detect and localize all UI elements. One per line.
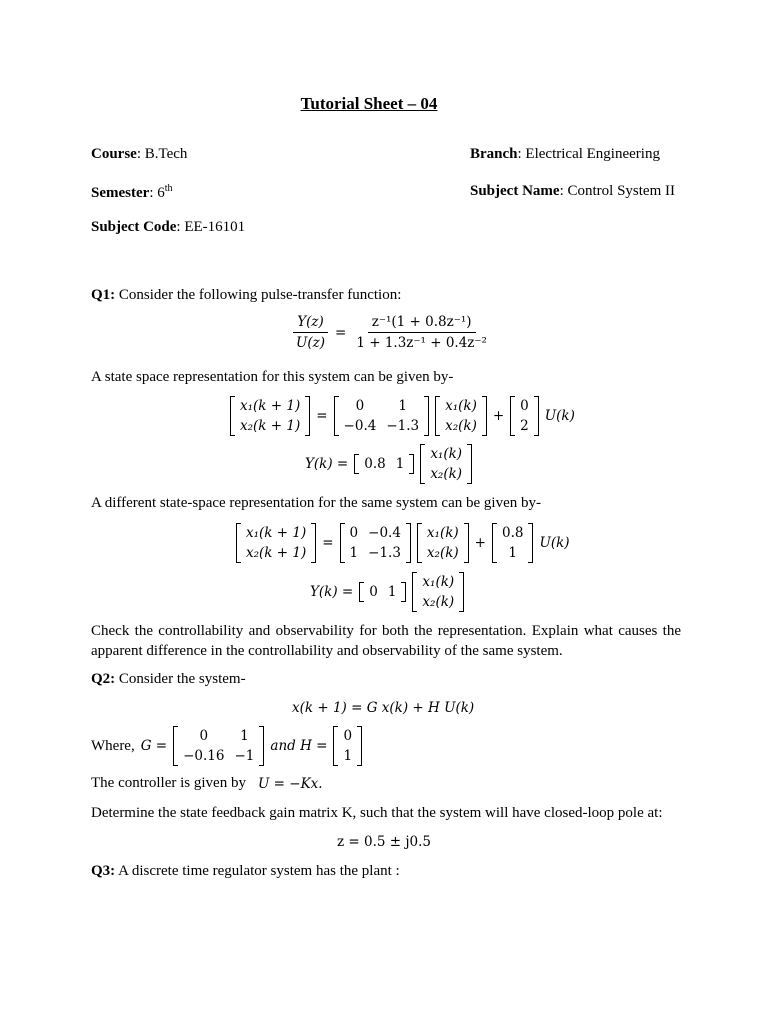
q1-intro: Consider the following pulse-transfer function: — [115, 287, 402, 303]
rep1-intro: A state space representation for this system can be given by- — [91, 369, 454, 385]
branch-info — [470, 146, 660, 163]
q1-heading — [91, 287, 401, 304]
subject-code-info — [91, 219, 245, 236]
matrix-entry: x₁(k) — [445, 398, 477, 414]
q2-determine: Determine the state feedback gain matrix K, such that the system will have closed-loop pole at: — [91, 805, 663, 821]
q1-label: Q1: — [91, 287, 116, 303]
rep2-output-equation: Y(k) = 0 1 x₁(k) x₂(k) — [310, 572, 464, 612]
matrix-entry: 0 — [355, 398, 365, 414]
matrix-bracket — [528, 523, 533, 563]
matrix-bracket — [459, 572, 464, 612]
matrix-entry: x₁(k) — [422, 574, 455, 590]
matrix-entry: 1 — [508, 545, 518, 561]
matrix-body — [440, 396, 482, 436]
rep2-c-matrix — [359, 582, 406, 602]
semester-sup: th — [164, 183, 173, 194]
matrix-bracket — [534, 396, 539, 436]
subject-code-value: : EE-16101 — [176, 219, 246, 235]
matrix-bracket — [464, 523, 469, 563]
matrix-entry: 1 — [240, 728, 249, 744]
semester-info — [91, 183, 173, 202]
matrix-body — [422, 523, 464, 563]
rep2-b-vector — [492, 523, 533, 563]
matrix-entry: 1 — [387, 584, 397, 600]
subject-name-value: : Control System II — [559, 183, 675, 199]
tf-lhs-num: Y(z) — [293, 314, 328, 333]
matrix-entry: −0.4 — [368, 525, 401, 541]
matrix-bracket — [409, 454, 414, 474]
matrix-entry: −0.16 — [183, 748, 225, 764]
matrix-body — [359, 454, 409, 474]
branch-value: : Electrical Engineering — [517, 146, 660, 162]
matrix-entry: −0.4 — [343, 418, 377, 434]
matrix-bracket — [467, 444, 472, 484]
x-vector — [412, 572, 464, 612]
matrix-bracket — [482, 396, 487, 436]
matrix-entry: x₂(k) — [430, 466, 463, 482]
matrix-bracket — [357, 726, 362, 766]
q2-label: Q2: — [91, 671, 116, 687]
matrix-body — [497, 523, 528, 563]
controller-text: The controller is given by — [91, 775, 246, 791]
tf-rhs-den: 1 + 1.3z⁻¹ + 0.4z⁻² — [356, 335, 487, 351]
matrix-entry: 0.8 — [364, 456, 386, 472]
matrix-body — [241, 523, 311, 563]
tf-lhs — [292, 314, 329, 351]
rep1-c-matrix — [354, 454, 414, 474]
pole-equation: z = 0.5 ± j0.5 — [337, 834, 432, 850]
course-info — [91, 146, 187, 163]
output-lhs: Y(k) = — [305, 456, 349, 472]
matrix-body — [338, 726, 357, 766]
matrix-entry: 0 — [520, 398, 529, 414]
matrix-bracket — [401, 582, 406, 602]
x-next-vector — [236, 523, 316, 563]
x-vector — [435, 396, 487, 436]
matrix-body — [425, 444, 467, 484]
matrix-entry: −1 — [234, 748, 255, 764]
matrix-entry: 0 — [369, 584, 378, 600]
rep1-output-equation — [305, 444, 472, 484]
matrix-body — [235, 396, 305, 436]
matrix-entry: 0 — [199, 728, 209, 744]
matrix-entry: 0 — [343, 728, 353, 744]
matrix-bracket — [311, 523, 316, 563]
matrix-entry: 0.8 — [501, 525, 524, 541]
q3-heading — [91, 863, 400, 880]
matrix-bracket — [259, 726, 264, 766]
rep2-a-matrix — [340, 523, 411, 563]
semester-label: Semester — [91, 185, 150, 201]
matrix-body — [345, 523, 406, 563]
matrix-entry: x₂(k) — [426, 545, 459, 561]
controller-equation: U = −Kx. — [258, 776, 323, 792]
matrix-entry: x₁(k) — [426, 525, 459, 541]
g-matrix — [173, 726, 264, 766]
rep1-a-matrix — [334, 396, 430, 436]
subject-code-label: Subject Code — [91, 219, 177, 235]
x-next-1: x₁(k + 1) — [240, 398, 301, 414]
matrix-body — [178, 726, 259, 766]
page-title: Tutorial Sheet – 04 — [300, 94, 438, 113]
q3-label: Q3: — [91, 863, 116, 879]
h-vector — [333, 726, 362, 766]
input-uk: U(k) — [544, 408, 575, 424]
matrix-bracket — [424, 396, 429, 436]
matrix-body — [364, 582, 401, 602]
rep2-intro: A different state-space representation for the same system can be given by- — [91, 495, 541, 511]
q3-intro: A discrete time regulator system has the plant : — [115, 863, 400, 879]
rep1-state-equation: x₁(k + 1) x₂(k + 1) = 0 1 −0.4 −1.3 x₁(k) x₂(k) + 0 2 U(k) — [230, 396, 575, 440]
matrix-entry: 0 — [349, 525, 359, 541]
tf-rhs-num: z⁻¹(1 + 0.8z⁻¹) — [368, 314, 476, 333]
subject-name-label: Subject Name — [470, 183, 560, 199]
matrix-entry: 1 — [343, 748, 353, 764]
matrix-entry: x₂(k) — [422, 594, 455, 610]
matrix-bracket — [406, 523, 411, 563]
x-next-vector — [230, 396, 310, 436]
q2-heading — [91, 671, 246, 688]
course-value: : B.Tech — [136, 146, 188, 162]
subject-name-info — [470, 183, 675, 200]
q1-conclusion: Check the controllability and observability for both the representation. Explain what causes the apparent difference in the controllability and observability of the same system. — [91, 623, 681, 659]
branch-label: Branch — [470, 146, 518, 162]
tf-rhs — [352, 314, 491, 351]
matrix-entry: −1.3 — [368, 545, 401, 561]
transfer-function — [292, 314, 491, 351]
matrix-body — [515, 396, 534, 436]
rep2-state-equation: x₁(k + 1) x₂(k + 1) = 0 −0.4 1 −1.3 x₁(k) x₂(k) + 0.8 1 U(k) — [236, 523, 570, 567]
where-text: Where, — [91, 737, 135, 754]
matrix-entry: x₂(k) — [445, 418, 477, 434]
matrix-entry: 1 — [349, 545, 359, 561]
matrix-entry: −1.3 — [386, 418, 420, 434]
matrix-body — [417, 572, 459, 612]
matrix-entry: x₂(k + 1) — [246, 545, 307, 561]
rep1-b-vector — [510, 396, 539, 436]
g-h-definition: Where, G = 0 1 −0.16 −1 and H = 0 1 — [91, 726, 362, 766]
semester-value: : 6 — [149, 185, 165, 201]
q2-intro: Consider the system- — [115, 671, 246, 687]
tf-lhs-den: U(z) — [296, 335, 326, 351]
equals-sign: = — [335, 324, 347, 341]
matrix-entry: x₁(k + 1) — [246, 525, 307, 541]
matrix-entry: x₁(k) — [430, 446, 463, 462]
matrix-bracket — [305, 396, 310, 436]
x-vector — [417, 523, 469, 563]
x-vector — [420, 444, 472, 484]
x-next-2: x₂(k + 1) — [240, 418, 301, 434]
matrix-entry: 2 — [520, 418, 529, 434]
system-equation: x(k + 1) = G x(k) + H U(k) — [292, 700, 475, 716]
matrix-entry: 1 — [395, 456, 405, 472]
course-label: Course — [91, 146, 137, 162]
matrix-entry: 1 — [398, 398, 408, 414]
matrix-body — [339, 396, 425, 436]
